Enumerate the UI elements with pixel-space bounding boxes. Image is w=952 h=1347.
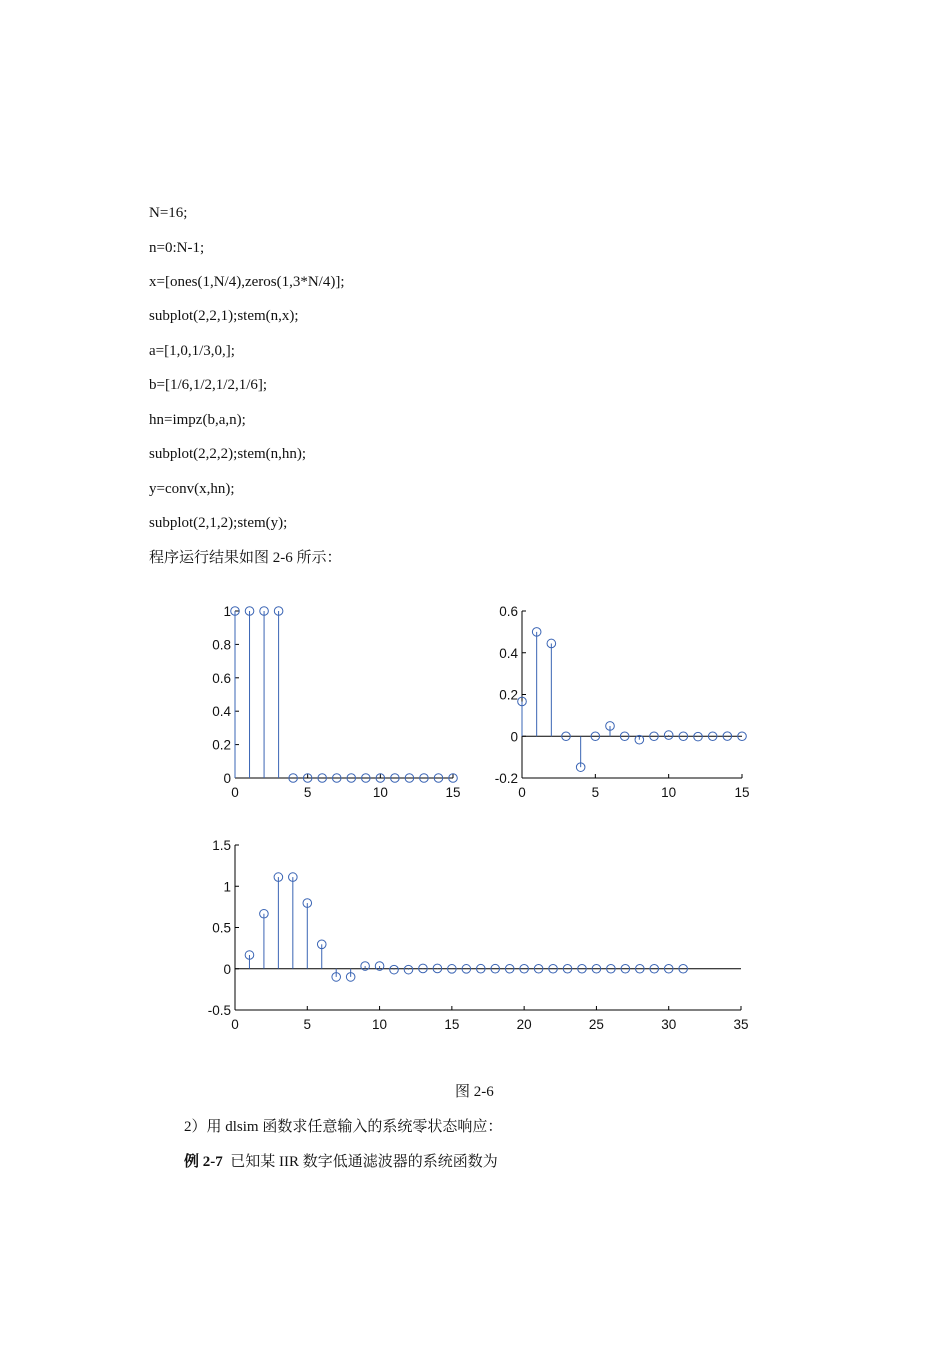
y-tick-label: 0.5	[212, 920, 231, 936]
code-line: subplot(2,2,2);stem(n,hn);	[149, 446, 307, 462]
x-tick-label: 0	[518, 785, 526, 800]
x-tick-label: 15	[445, 785, 461, 800]
example-line	[184, 1152, 498, 1172]
x-tick-label: 15	[734, 785, 750, 800]
code-line: subplot(2,2,1);stem(n,x);	[149, 308, 299, 324]
y-tick-label: 0.2	[499, 687, 518, 703]
y-tick-label: 0	[223, 771, 231, 786]
x-tick-label: 15	[444, 1017, 460, 1032]
code-line: b=[1/6,1/2,1/2,1/6];	[149, 377, 268, 393]
x-tick-label: 20	[516, 1017, 532, 1032]
y-tick-label: 0	[510, 729, 518, 745]
x-tick-label: 35	[733, 1017, 749, 1032]
x-tick-label: 5	[591, 785, 600, 800]
example-label: 例 2-7	[184, 1154, 223, 1170]
x-tick-label: 10	[661, 785, 677, 800]
x-tick-label: 5	[303, 785, 312, 800]
y-tick-label: 0.4	[212, 704, 231, 720]
stem-plot-input-x	[195, 598, 475, 808]
result-intro: 程序运行结果如图 2-6 所示：	[149, 550, 342, 566]
y-tick-label: 0.2	[212, 737, 231, 753]
code-line: n=0:N-1;	[149, 240, 205, 256]
y-tick-label: 0.8	[212, 637, 231, 653]
y-tick-label: 0	[223, 961, 231, 977]
code-line: hn=impz(b,a,n);	[149, 412, 246, 428]
figure-caption: 图 2-6	[455, 1084, 494, 1100]
x-tick-label: 5	[303, 1017, 312, 1032]
example-text: 已知某 IIR 数字低通滤波器的系统函数为	[230, 1154, 498, 1170]
x-tick-label: 30	[661, 1017, 677, 1032]
y-tick-label: -0.2	[494, 771, 518, 786]
y-tick-label: 1	[223, 879, 231, 895]
x-tick-label: 0	[231, 785, 239, 800]
y-tick-label: 1.5	[212, 838, 231, 853]
code-line: subplot(2,1,2);stem(y);	[149, 515, 288, 531]
x-tick-label: 0	[231, 1017, 239, 1032]
code-line: x=[ones(1,N/4),zeros(1,3*N/4)];	[149, 274, 345, 290]
code-line: y=conv(x,hn);	[149, 481, 235, 497]
y-tick-label: 0.6	[499, 604, 518, 619]
x-tick-label: 25	[588, 1017, 604, 1032]
y-tick-label: -0.5	[207, 1003, 231, 1018]
stem-plot-convolution-output	[195, 830, 765, 1040]
stem-plot-impulse-response	[480, 598, 760, 808]
x-tick-label: 10	[372, 785, 388, 800]
y-tick-label: 1	[223, 604, 231, 619]
y-tick-label: 0.4	[499, 645, 518, 661]
section-line: 2）用 dlsim 函数求任意输入的系统零状态响应：	[184, 1119, 503, 1135]
code-line: a=[1,0,1/3,0,];	[149, 343, 235, 359]
x-tick-label: 10	[372, 1017, 388, 1032]
code-line: N=16;	[149, 205, 188, 221]
y-tick-label: 0.6	[212, 670, 231, 686]
